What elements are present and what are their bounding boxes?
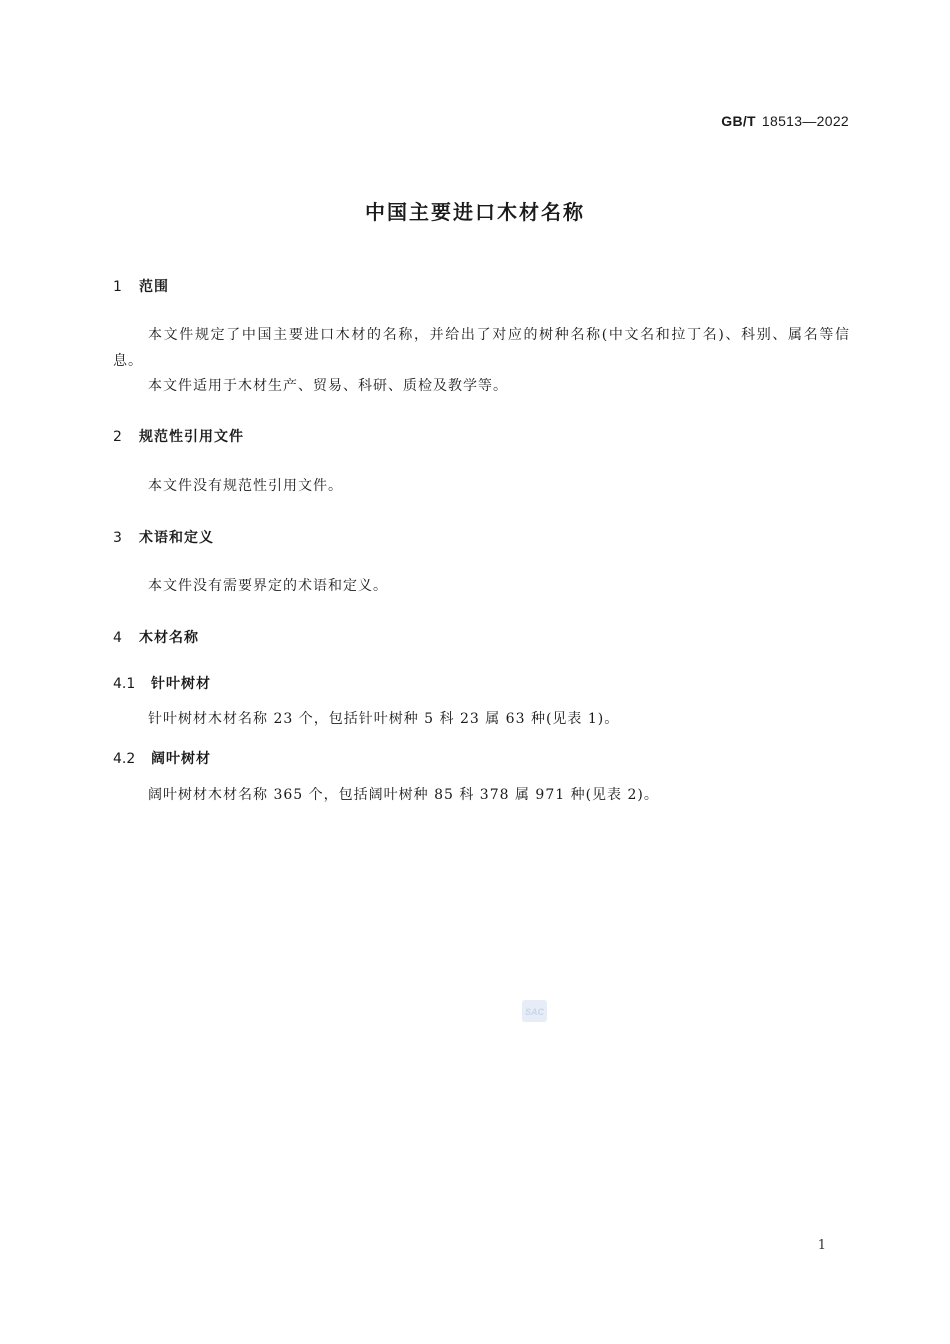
paragraph: 本文件没有规范性引用文件。 [148, 478, 343, 494]
subsection-4-2-heading [113, 748, 211, 768]
paragraph: 本文件规定了中国主要进口木材的名称，并给出了对应的树种名称(中文名和拉丁名)、科别、属名等信息。 [113, 327, 850, 369]
section-title: 木材名称 [139, 630, 199, 646]
section-title: 范围 [139, 279, 169, 295]
paragraph: 阔叶树材木材名称 365 个，包括阔叶树种 85 科 378 属 971 种(见表 2)。 [148, 787, 659, 803]
paragraph: 针叶树材木材名称 23 个，包括针叶树种 5 科 23 属 63 种(见表 1)。 [148, 711, 620, 727]
subsection-title: 阔叶树材 [151, 751, 211, 767]
page-number: 1 [817, 1238, 826, 1253]
section-title: 规范性引用文件 [139, 429, 244, 445]
section-title: 术语和定义 [139, 530, 214, 546]
paragraph: 本文件没有需要界定的术语和定义。 [148, 578, 388, 594]
section-number: 2 [113, 429, 122, 445]
standard-prefix: GB/T [721, 113, 756, 129]
subsection-number: 4.2 [113, 751, 136, 767]
section-1-heading [113, 276, 169, 296]
subsection-title: 针叶树材 [151, 676, 211, 692]
section-number: 4 [113, 630, 122, 646]
standard-number: 18513—2022 [761, 113, 849, 129]
section-4-heading [113, 627, 199, 647]
section-3-heading [113, 527, 214, 547]
section-number: 1 [113, 279, 122, 295]
subsection-number: 4.1 [113, 676, 136, 692]
standard-code [721, 113, 849, 129]
paragraph: 本文件适用于木材生产、贸易、科研、质检及教学等。 [148, 378, 508, 394]
section-2-heading [113, 426, 244, 446]
document-title: 中国主要进口木材名称 [365, 200, 585, 224]
section-number: 3 [113, 530, 122, 546]
sac-watermark-logo [522, 1000, 547, 1022]
subsection-4-1-heading [113, 673, 211, 693]
watermark-text: SAC [524, 1007, 545, 1017]
